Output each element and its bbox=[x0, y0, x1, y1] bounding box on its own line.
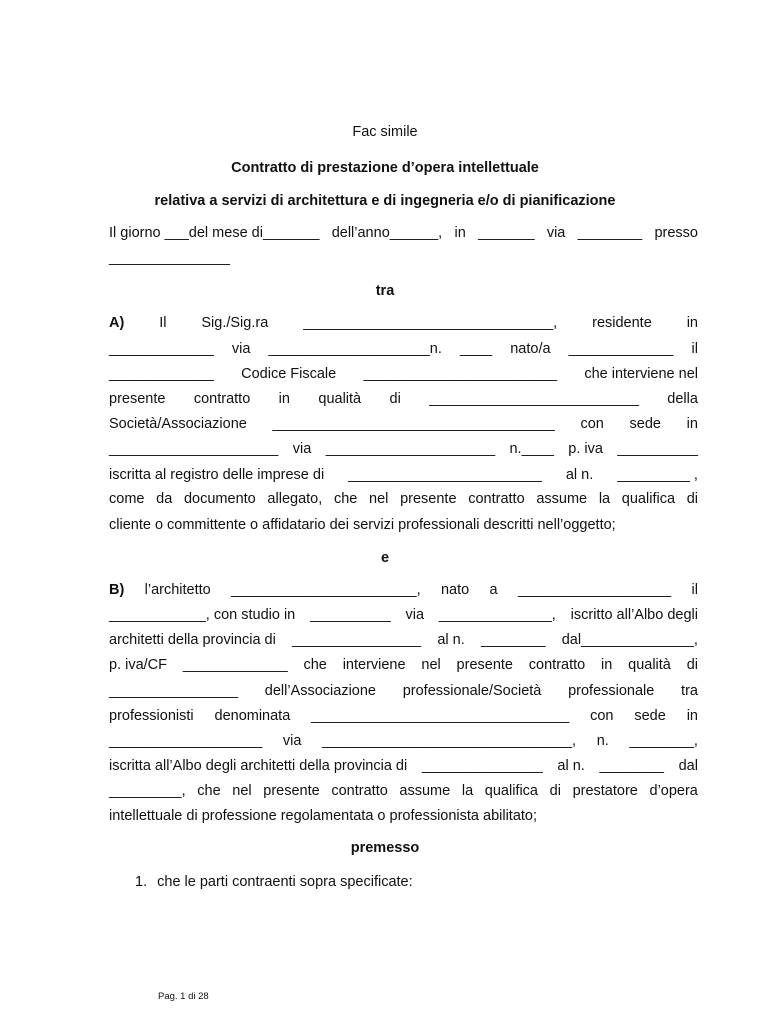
party-b-line-5 bbox=[109, 682, 698, 700]
party-b-word: nel bbox=[232, 783, 252, 799]
party-a-line-6 bbox=[109, 440, 698, 458]
party-b-word: ___________________ bbox=[109, 733, 263, 749]
party-a-word: contratto bbox=[193, 391, 251, 407]
party-a-word: _____________ bbox=[568, 341, 674, 357]
party-a-word: ________________________ bbox=[363, 366, 558, 382]
party-b-line-8 bbox=[109, 757, 698, 775]
party-b-word: di bbox=[549, 783, 561, 799]
party-b-word: che bbox=[197, 783, 221, 799]
intro-word: _______ bbox=[478, 225, 535, 241]
party-b-word: qualifica bbox=[484, 783, 538, 799]
party-a-word: che interviene nel bbox=[584, 366, 698, 382]
party-a-word: via bbox=[292, 441, 312, 457]
intro-word: ________ bbox=[577, 225, 643, 241]
party-a-line-8: come da documento allegato, che nel presente contratto assume la qualifica di bbox=[109, 491, 698, 507]
party-a-word: in bbox=[686, 416, 698, 432]
list-item-1 bbox=[135, 873, 695, 891]
party-a-word: sede bbox=[629, 416, 661, 432]
party-b-word: la bbox=[461, 783, 474, 799]
premesso-heading: premesso bbox=[350, 840, 420, 856]
party-b-word: dal bbox=[678, 758, 698, 774]
party-b-word: iscritta all’Albo degli architetti della provincia di bbox=[109, 758, 408, 774]
party-a-line-3 bbox=[109, 365, 698, 383]
party-b-word: professionale bbox=[568, 683, 655, 699]
party-b-word: __________ bbox=[310, 607, 391, 623]
intro-line-2: _______________ bbox=[109, 250, 230, 266]
party-a-word: _______________________________, bbox=[303, 315, 558, 331]
page-footer: Pag. 1 di 28 bbox=[158, 991, 209, 1002]
party-b-word: via bbox=[282, 733, 302, 749]
intro-line-1 bbox=[109, 224, 698, 242]
party-b-word: tra bbox=[681, 683, 698, 699]
party-b-word: d’opera bbox=[649, 783, 698, 799]
party-b-word: professionale/Società bbox=[402, 683, 542, 699]
party-b-word: di bbox=[686, 657, 698, 673]
party-a-word: al n. bbox=[565, 467, 594, 483]
party-b-word: _______________ bbox=[421, 758, 543, 774]
party-b-word: n. bbox=[596, 733, 609, 749]
party-b-word: che bbox=[303, 657, 327, 673]
party-a-word: iscritta al registro delle imprese di bbox=[109, 467, 325, 483]
party-a-word: __________________________ bbox=[429, 391, 639, 407]
party-a-word: in bbox=[686, 315, 698, 331]
intro-word: Il giorno ___del mese di_______ bbox=[109, 225, 320, 241]
party-b-word: contratto bbox=[331, 783, 388, 799]
party-a-word: ____ bbox=[459, 341, 493, 357]
party-b-word: l’architetto bbox=[144, 582, 211, 598]
party-b-word: _____________ bbox=[182, 657, 288, 673]
party-b-word: _______________________________, bbox=[322, 733, 577, 749]
party-b-word: sede bbox=[634, 708, 666, 724]
party-b-word: _________, bbox=[109, 783, 186, 799]
party-b-word: presente bbox=[456, 657, 513, 673]
party-a-word: ____________________n. bbox=[268, 341, 442, 357]
party-b-word: ________________ bbox=[292, 632, 422, 648]
party-b-line-3 bbox=[109, 631, 698, 649]
party-b-line-1 bbox=[109, 581, 698, 599]
party-a-line-2 bbox=[109, 340, 698, 358]
party-b-line-9 bbox=[109, 782, 698, 800]
party-a-line-9: cliente o committente o affidatario dei servizi professionali descritti nell’oggetto; bbox=[109, 517, 616, 533]
party-a-word: ___________________________________ bbox=[272, 416, 555, 432]
party-a-word: con bbox=[580, 416, 604, 432]
party-b-word: al n. bbox=[557, 758, 585, 774]
party-b-word: ___________________ bbox=[517, 582, 672, 598]
party-b-word: ________, bbox=[629, 733, 698, 749]
party-a-word: p. iva bbox=[568, 441, 603, 457]
party-b-word: ____________, con studio in bbox=[109, 607, 296, 623]
party-b-line-4 bbox=[109, 656, 698, 674]
party-a-line-5 bbox=[109, 415, 698, 433]
party-b-marker: B) bbox=[109, 582, 125, 598]
intro-word: in bbox=[454, 225, 466, 241]
party-a-line-7 bbox=[109, 466, 698, 484]
party-b-word: qualità bbox=[628, 657, 671, 673]
party-a-word: di bbox=[389, 391, 401, 407]
party-a-word: via bbox=[231, 341, 251, 357]
party-b-word: ________ bbox=[599, 758, 664, 774]
party-a-word: Codice Fiscale bbox=[241, 366, 337, 382]
list-item-text: che le parti contraenti sopra specificate: bbox=[157, 874, 413, 890]
intro-word: dell’anno______, bbox=[331, 225, 443, 241]
party-b-word: al n. bbox=[437, 632, 465, 648]
party-b-word: ______________, bbox=[438, 607, 556, 623]
party-b-word: a bbox=[489, 582, 498, 598]
party-b-word: interviene bbox=[342, 657, 406, 673]
party-b-word: professionisti bbox=[109, 708, 194, 724]
party-b-word: ________________ bbox=[109, 683, 239, 699]
party-b-line-7 bbox=[109, 732, 698, 750]
party-a-word: _____________________ bbox=[325, 441, 496, 457]
party-b-word: architetti della provincia di bbox=[109, 632, 276, 648]
party-a-marker: A) bbox=[109, 315, 125, 331]
party-a-word: presente bbox=[109, 391, 166, 407]
document-subtitle: relativa a servizi di architettura e di ingegneria e/o di pianificazione bbox=[154, 193, 616, 209]
party-a-word: nato/a bbox=[510, 341, 551, 357]
party-a-word: Il bbox=[159, 315, 167, 331]
party-a-line-4 bbox=[109, 390, 698, 408]
party-a-word: __________ bbox=[617, 441, 698, 457]
e-heading: e bbox=[380, 550, 390, 566]
party-a-line-1 bbox=[109, 314, 698, 332]
party-b-word: assume bbox=[399, 783, 451, 799]
party-b-word: via bbox=[405, 607, 425, 623]
document-title: Contratto di prestazione d’opera intellettuale bbox=[231, 160, 539, 176]
party-b-word: iscritto all’Albo degli bbox=[570, 607, 698, 623]
list-number: 1. bbox=[135, 874, 148, 890]
party-a-word: _________ , bbox=[617, 467, 698, 483]
party-b-line-2 bbox=[109, 606, 698, 624]
intro-word: presso bbox=[654, 225, 698, 241]
party-b-word: con bbox=[590, 708, 614, 724]
party-a-word: _____________ bbox=[109, 341, 214, 357]
party-b-word: in bbox=[601, 657, 613, 673]
party-b-word: dell’Associazione bbox=[264, 683, 376, 699]
fac-simile-label: Fac simile bbox=[352, 124, 418, 140]
party-b-line-10: intellettuale di professione regolamentata o professionista abilitato; bbox=[109, 808, 538, 824]
party-b-word: il bbox=[691, 582, 698, 598]
party-b-word: dal______________, bbox=[561, 632, 698, 648]
party-a-word: n.____ bbox=[509, 441, 554, 457]
party-b-line-6 bbox=[109, 707, 698, 725]
party-b-word: ________________________________ bbox=[311, 708, 570, 724]
party-a-word: residente bbox=[592, 315, 652, 331]
party-a-word: Sig./Sig.ra bbox=[201, 315, 269, 331]
party-a-word: il bbox=[691, 341, 698, 357]
party-b-word: nel bbox=[421, 657, 441, 673]
party-a-word: _____________ bbox=[109, 366, 214, 382]
party-b-word: prestatore bbox=[572, 783, 638, 799]
party-a-word: della bbox=[667, 391, 698, 407]
party-b-word: p. iva/CF bbox=[109, 657, 168, 673]
party-b-word: ________ bbox=[480, 632, 546, 648]
party-a-word: in bbox=[278, 391, 290, 407]
party-b-word: in bbox=[686, 708, 698, 724]
tra-heading: tra bbox=[375, 283, 395, 299]
party-b-word: _______________________, bbox=[231, 582, 421, 598]
party-b-word: nato bbox=[440, 582, 470, 598]
party-a-word: qualità bbox=[318, 391, 362, 407]
party-b-word: contratto bbox=[528, 657, 586, 673]
intro-word: via bbox=[546, 225, 566, 241]
party-a-word: Società/Associazione bbox=[109, 416, 247, 432]
party-b-word: denominata bbox=[214, 708, 291, 724]
party-a-word: _____________________ bbox=[109, 441, 279, 457]
party-a-word: ________________________ bbox=[348, 467, 542, 483]
party-b-word: presente bbox=[263, 783, 320, 799]
